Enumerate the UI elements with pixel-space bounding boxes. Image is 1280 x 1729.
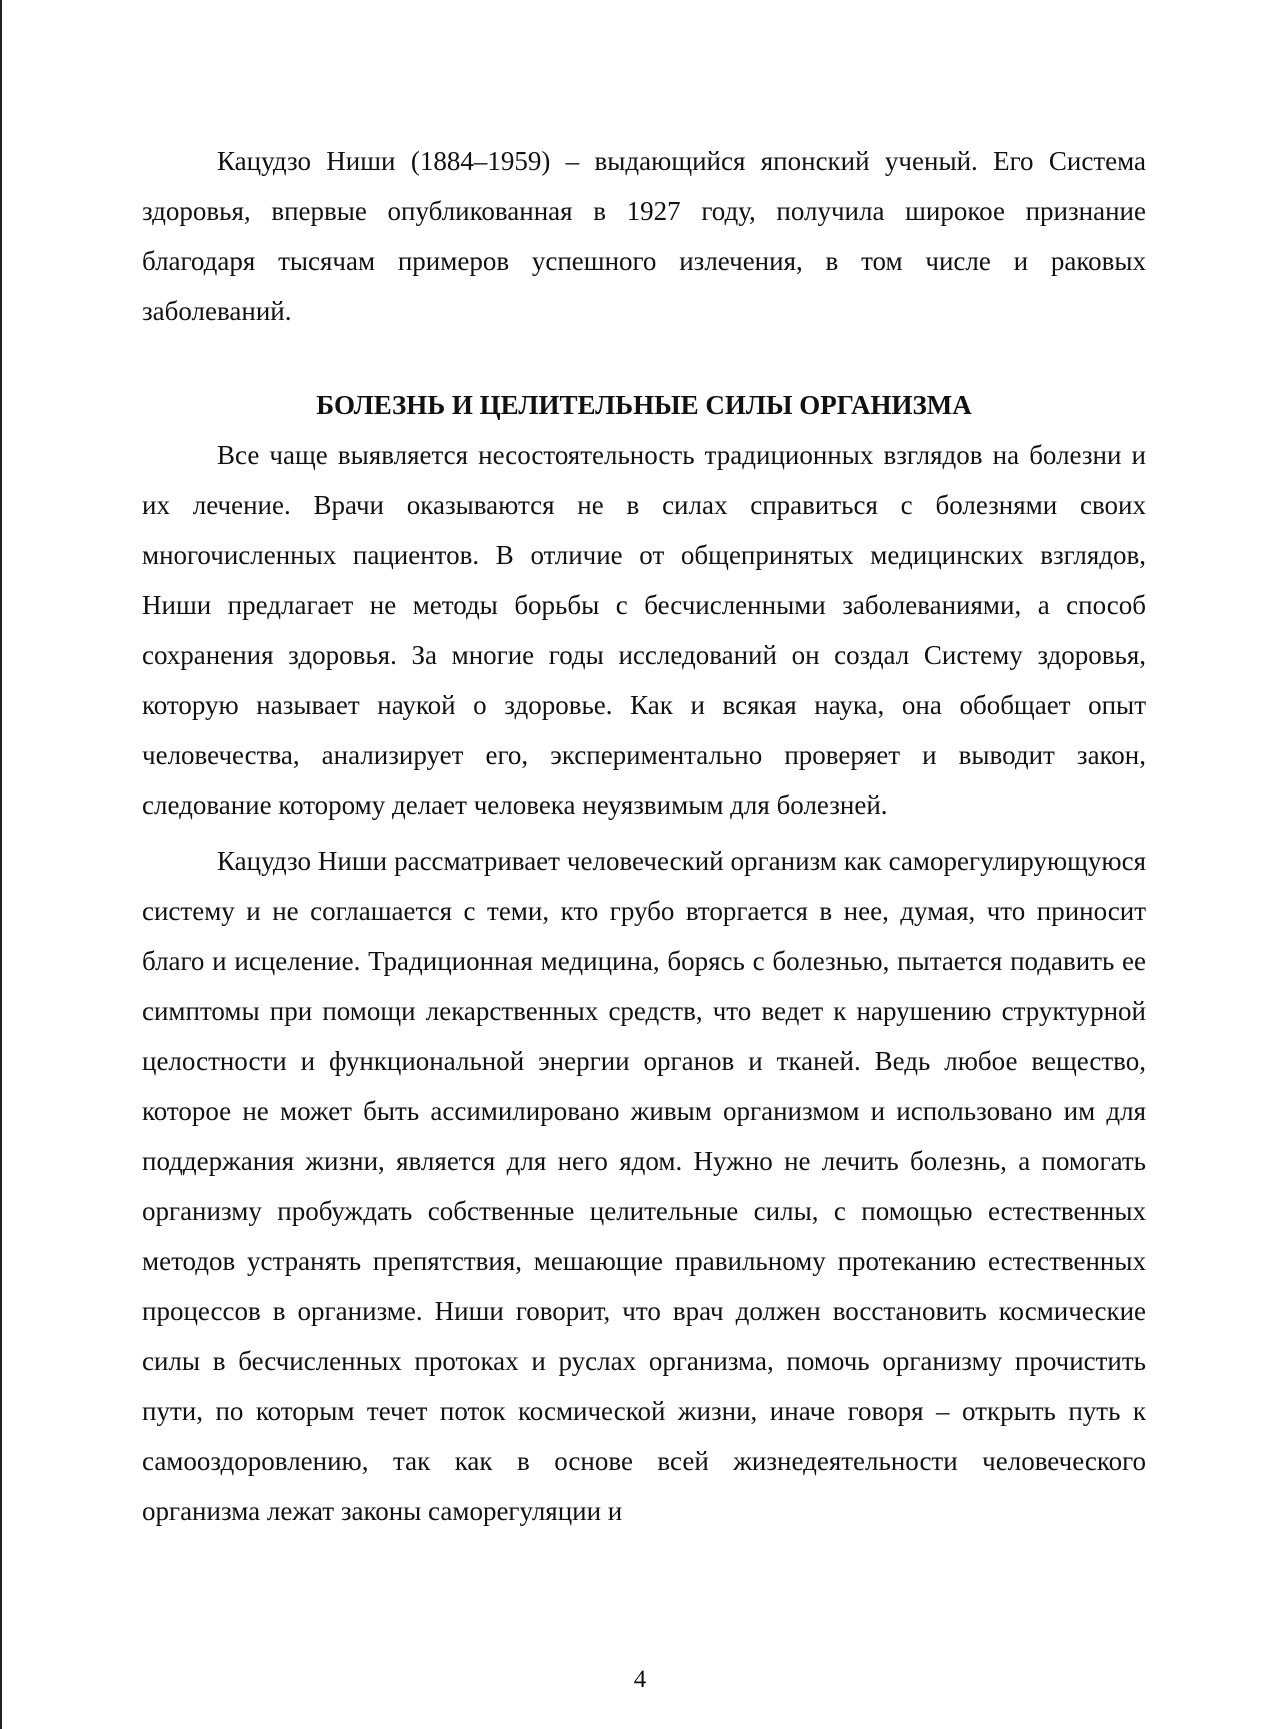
intro-paragraph: Кацудзо Ниши (1884–1959) – выдающийся японский ученый. Его Система здоровья, впервые опубликованная в 1927 году, получила широкое признание благодаря тысячам примеров успешного излечения, в том числе и раковых заболеваний. [142, 146, 1146, 326]
section-heading: БОЛЕЗНЬ И ЦЕЛИТЕЛЬНЫЕ СИЛЫ ОРГАНИЗМА [316, 390, 972, 420]
document-page [142, 136, 1146, 1536]
body-paragraph-2: Кацудзо Ниши рассматривает человеческий организм как саморегулирующуюся систему и не соглашается с теми, кто грубо вторгается в нее, думая, что приносит благо и исцеление. Традиционная медицина, борясь с болезнью, пытается подавить ее симптомы при помощи лекарственных средств, что ведет к нарушению структурной целостности и функциональной энергии органов и тканей. Ведь любое вещество, которое не может быть ассимилировано живым организмом и использовано им для поддержания жизни, является для него ядом. Нужно не лечить болезнь, а помогать организму пробуждать собственные целительные силы, с помощью естественных методов устранять препятствия, мешающие правильному протеканию естественных процессов в организме. Ниши говорит, что врач должен восстановить космические силы в бесчисленных протоках и руслах организма, помочь организму прочистить пути, по которым течет поток космической жизни, иначе говоря – открыть путь к самооздоровлению, так как в основе всей жизнедеятельности человеческого организма лежат законы саморегуляции и [142, 846, 1146, 1526]
scan-left-edge [0, 0, 2, 1729]
body-paragraph-1: Все чаще выявляется несостоятельность традиционных взглядов на болезни и их лечение. Врачи оказываются не в силах справиться с болезнями своих многочисленных пациентов. В отличие от общепринятых медицинских взглядов, Ниши предлагает не методы борьбы с бесчисленными заболеваниями, а способ сохранения здоровья. За многие годы исследований он создал Систему здоровья, которую называет наукой о здоровье. Как и всякая наука, она обобщает опыт человечества, анализирует его, экспериментально проверяет и выводит закон, следование которому делает человека неуязвимым для болезней. [142, 440, 1146, 820]
page-number: 4 [633, 1666, 647, 1693]
